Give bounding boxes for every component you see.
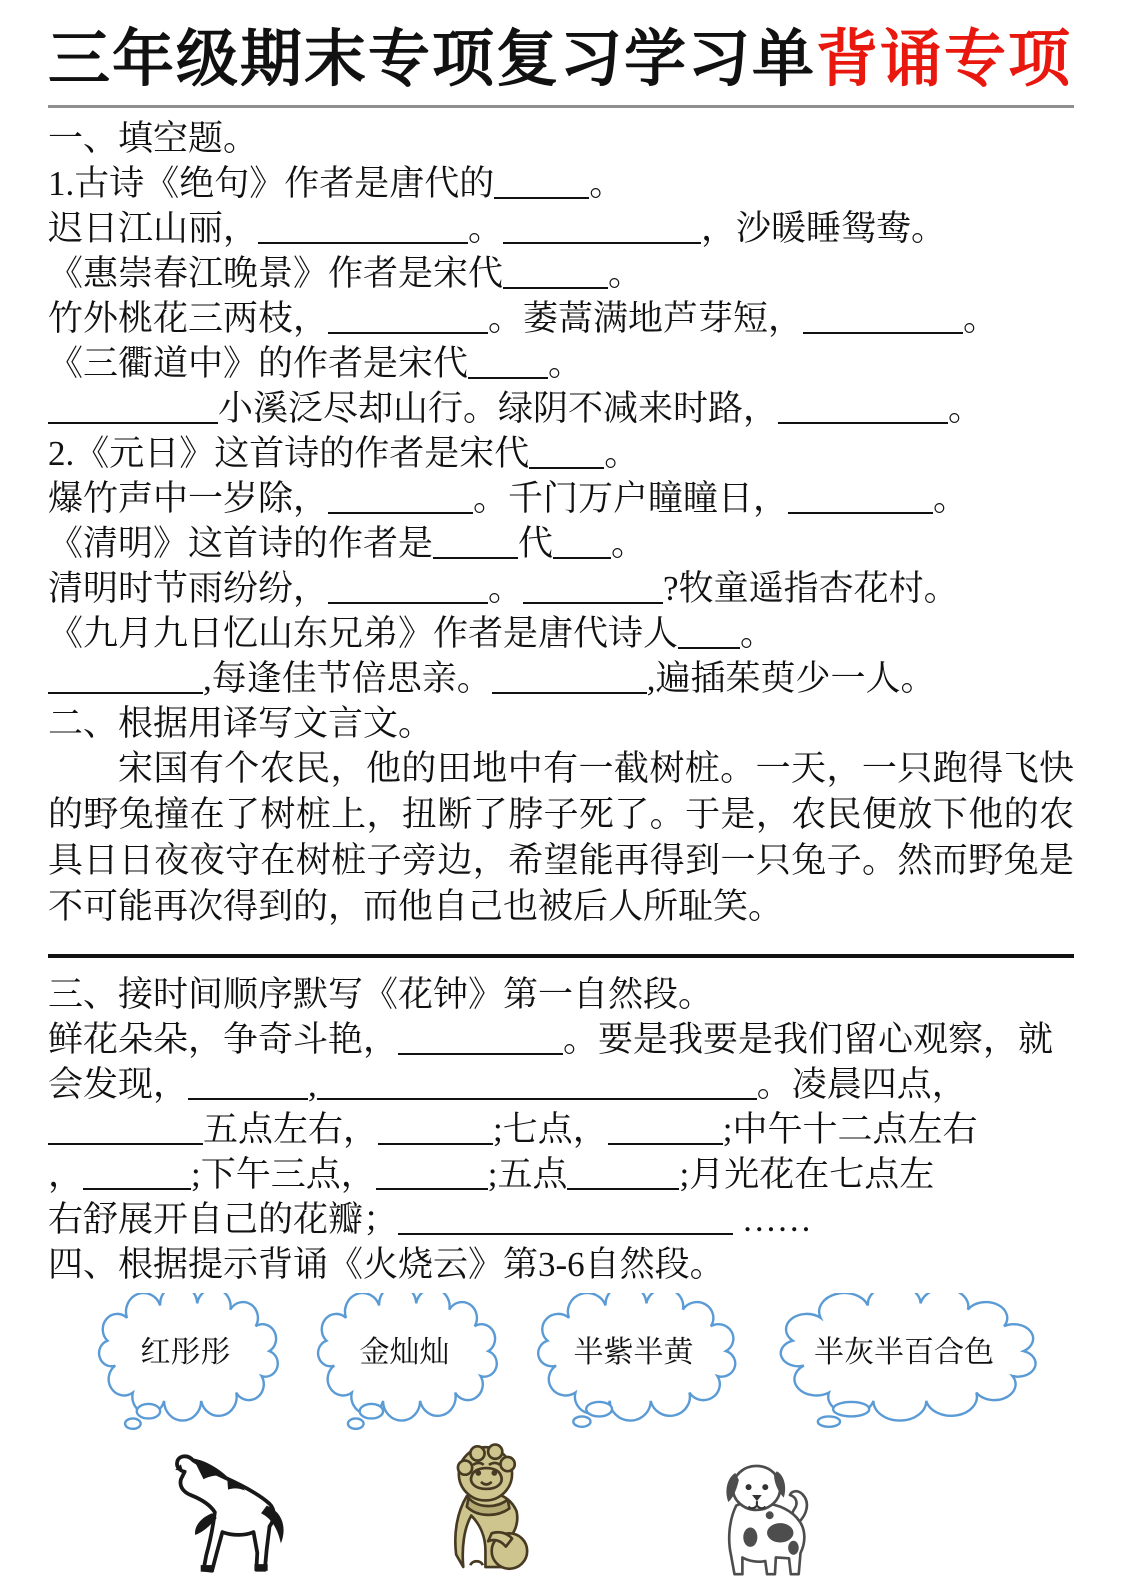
text-segment: 。 bbox=[933, 479, 969, 519]
blank-underline bbox=[567, 1158, 679, 1190]
text-segment: ;中午十二点左右 bbox=[722, 1110, 978, 1150]
text-segment: 三、接时间顺序默写《花钟》第一自然段。 bbox=[48, 975, 714, 1015]
blank-underline bbox=[258, 212, 468, 244]
text-segment: 会发现， bbox=[48, 1065, 189, 1105]
cloud-label: 半灰半百合色 bbox=[814, 1336, 994, 1370]
blank-underline bbox=[328, 482, 473, 514]
thought-cloud bbox=[307, 1293, 502, 1433]
text-segment: 竹外桃花三两枝， bbox=[48, 299, 329, 339]
blank-underline bbox=[83, 1158, 191, 1190]
blank-underline bbox=[188, 1068, 308, 1100]
text-segment: 《三衢道中》的作者是宋代 bbox=[48, 344, 469, 384]
fill-blank-line bbox=[48, 656, 1074, 701]
fill-blank-line bbox=[48, 521, 1074, 566]
fill-blank-line bbox=[48, 1017, 1074, 1062]
answer-blank-line bbox=[48, 954, 1074, 958]
text-segment: 。 bbox=[740, 614, 776, 654]
text-segment: ，沙暖睡鸳鸯。 bbox=[701, 209, 947, 249]
text-segment: 小溪泛尽却山行。绿阴不减来时路， bbox=[218, 389, 779, 429]
text-segment: 。 bbox=[948, 389, 984, 429]
blank-underline bbox=[503, 212, 701, 244]
blank-underline bbox=[503, 257, 608, 289]
fill-blank-line bbox=[48, 1062, 1074, 1107]
text-segment: 清明时节雨纷纷， bbox=[48, 569, 329, 609]
text-segment: 代 bbox=[518, 524, 554, 564]
stone-lion-illustration bbox=[423, 1441, 555, 1583]
section-header bbox=[48, 701, 1074, 746]
fill-blank-line bbox=[48, 476, 1074, 521]
text-segment: 。 bbox=[589, 164, 625, 204]
text-segment: , bbox=[308, 1065, 317, 1105]
blank-underline bbox=[48, 662, 203, 694]
fill-blank-line bbox=[48, 566, 1074, 611]
cloud-label: 半紫半黄 bbox=[573, 1336, 694, 1370]
fill-blank-line bbox=[48, 1107, 1074, 1152]
text-segment: 。凌晨四点， bbox=[756, 1065, 967, 1105]
text-segment: …… bbox=[733, 1200, 812, 1240]
text-segment: ;五点 bbox=[487, 1155, 568, 1195]
fill-blank-line bbox=[48, 206, 1074, 251]
blank-underline bbox=[328, 572, 488, 604]
text-segment: 《九月九日忆山东兄弟》作者是唐代诗人 bbox=[48, 614, 679, 654]
text-segment: 鲜花朵朵，争奇斗艳， bbox=[48, 1020, 399, 1060]
blank-underline bbox=[788, 482, 933, 514]
text-segment: 右舒展开自己的花瓣； bbox=[48, 1200, 399, 1240]
fill-blank-line bbox=[48, 1152, 1074, 1197]
section-header bbox=[48, 1242, 1074, 1287]
fill-blank-line bbox=[48, 251, 1074, 296]
horse-illustration bbox=[153, 1451, 305, 1583]
text-segment: ;下午三点， bbox=[191, 1155, 376, 1195]
text-segment: 四、根据提示背诵《火烧云》第3-6自然段。 bbox=[48, 1245, 725, 1285]
text-segment: 。 bbox=[608, 254, 644, 294]
text-segment: 迟日江山丽， bbox=[48, 209, 259, 249]
fill-blank-line bbox=[48, 341, 1074, 386]
blank-underline bbox=[492, 662, 647, 694]
section-header bbox=[48, 972, 1074, 1017]
text-segment: 。 bbox=[604, 434, 640, 474]
thought-cloud bbox=[88, 1293, 283, 1433]
text-segment: ;七点， bbox=[493, 1110, 608, 1150]
dog-illustration bbox=[680, 1451, 840, 1583]
fill-blank-line bbox=[48, 161, 1074, 206]
text-segment: 《清明》这首诗的作者是 bbox=[48, 524, 434, 564]
blank-underline bbox=[523, 572, 663, 604]
blank-underline bbox=[398, 1203, 733, 1235]
text-segment: 。 bbox=[488, 569, 524, 609]
section-header bbox=[48, 116, 1074, 161]
blank-underline bbox=[317, 1068, 757, 1100]
blank-underline bbox=[378, 1113, 493, 1145]
blank-underline bbox=[608, 1113, 723, 1145]
text-segment: 2.《元日》这首诗的作者是宋代 bbox=[48, 434, 530, 474]
text-segment: 二、根据用译写文言文。 bbox=[48, 704, 434, 744]
text-segment: 爆竹声中一岁除， bbox=[48, 479, 329, 519]
page-title-main: 三年级期末专项复习学习单 bbox=[48, 26, 817, 94]
thought-cloud bbox=[765, 1293, 1043, 1433]
blank-underline bbox=[376, 1158, 488, 1190]
cloud-label: 金灿灿 bbox=[359, 1336, 450, 1370]
fill-blank-line bbox=[48, 296, 1074, 341]
cloud-label: 红彤彤 bbox=[140, 1336, 231, 1370]
worksheet-body bbox=[48, 116, 1074, 1287]
blank-underline bbox=[803, 302, 963, 334]
text-segment: ?牧童遥指杏花村。 bbox=[663, 569, 959, 609]
text-segment: 。萎蒿满地芦芽短， bbox=[488, 299, 804, 339]
text-segment: 一、填空题。 bbox=[48, 119, 259, 159]
blank-underline bbox=[48, 392, 218, 424]
text-segment: 。要是我要是我们留心观察，就 bbox=[563, 1020, 1054, 1060]
blank-underline bbox=[433, 527, 518, 559]
fill-blank-line bbox=[48, 1197, 1074, 1242]
text-segment: 。 bbox=[548, 344, 584, 384]
blank-underline bbox=[328, 302, 488, 334]
blank-underline bbox=[529, 437, 604, 469]
text-segment: ,每逢佳节倍思亲。 bbox=[203, 659, 492, 699]
page-title-highlight: 背诵专项 bbox=[816, 26, 1073, 94]
blank-underline bbox=[678, 617, 740, 649]
text-segment: 《惠崇春江晚景》作者是宋代 bbox=[48, 254, 504, 294]
text-segment: 。千门万户瞳瞳日， bbox=[473, 479, 789, 519]
title-divider bbox=[48, 105, 1074, 108]
text-segment: 。 bbox=[468, 209, 504, 249]
blank-underline bbox=[778, 392, 948, 424]
thought-cloud bbox=[526, 1293, 741, 1433]
blank-underline bbox=[48, 1113, 203, 1145]
page-title bbox=[48, 26, 1074, 95]
fill-blank-line bbox=[48, 386, 1074, 431]
text-segment: ， bbox=[48, 1155, 84, 1195]
text-segment: ,遍插茱萸少一人。 bbox=[646, 659, 936, 699]
blank-underline bbox=[553, 527, 611, 559]
text-segment: 。 bbox=[963, 299, 999, 339]
illustrations-row bbox=[48, 1433, 1074, 1583]
text-segment: 1.古诗《绝句》作者是唐代的 bbox=[48, 164, 495, 204]
text-segment: 。 bbox=[611, 524, 647, 564]
translation-paragraph: 宋国有个农民，他的田地中有一截树桩。一天，一只跑得飞快的野兔撞在了树桩上，扭断了脖子死了。于是，农民便放下他的农具日日夜夜守在树桩子旁边，希望能再得到一只兔子。然而野兔是不可能再次得到的，而他自己也被后人所耻笑。 bbox=[48, 749, 1074, 927]
blank-underline bbox=[468, 347, 548, 379]
fill-blank-line bbox=[48, 611, 1074, 656]
text-segment: 五点左右， bbox=[203, 1110, 379, 1150]
blank-underline bbox=[398, 1023, 563, 1055]
blank-underline bbox=[494, 167, 589, 199]
clouds-row bbox=[48, 1287, 1074, 1433]
fill-blank-line bbox=[48, 431, 1074, 476]
text-segment: ;月光花在七点左 bbox=[679, 1155, 935, 1195]
